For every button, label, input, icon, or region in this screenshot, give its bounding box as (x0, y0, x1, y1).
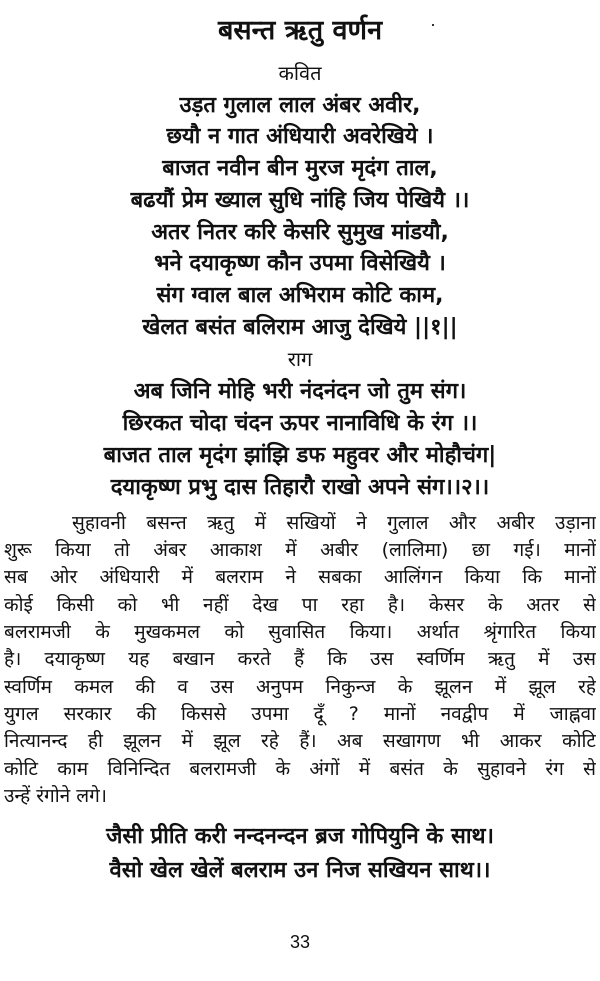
kavit-line-3: बाजत नवीन बीन मुरज मृदंग ताल, (162, 156, 438, 181)
raag-heading: राग (287, 347, 313, 371)
doha-line-1: जैसी प्रीति करी नन्दनन्दन ब्रज गोपियुनि के साथ। (106, 824, 494, 849)
raag-line-3: बाजत ताल मृदंग झांझि डफ महुवर और मोहौचंग| (103, 443, 497, 468)
kavit-line-8: खेलत बसंत बलिराम आजु देखिये ||१|| (142, 315, 458, 340)
kavit-line-6: भने दयाकृष्ण कौन उपमा विसेखियै । (154, 251, 446, 276)
prose-line-6: है। दयाकृष्ण यह बखान करते हैं कि उस स्वर्णिम ऋतु में उस (4, 648, 596, 670)
prose-line-7: स्वर्णिम कमल की व उस अनुपम निकुन्ज के झूलन में झूल रहे (4, 676, 596, 698)
raag-line-4: दयाकृष्ण प्रभु दास तिहारौ राखो अपने संग।।२।। (110, 475, 490, 500)
kavit-heading: कवित (278, 61, 322, 85)
prose-line-8: युगल सरकार की किससे उपमा दूँ ? मानों नवद्वीप में जाह्नवा (4, 703, 596, 725)
kavit-line-7: संग ग्वाल बाल अभिराम कोटि काम, (156, 283, 444, 308)
page-title: बसन्त ऋतु वर्णन (217, 15, 383, 46)
kavit-line-2: छयौ न गात अंधियारी अवरेखिये । (166, 124, 434, 149)
kavit-line-4: बढयौं प्रेम ख्याल सुधि नांहि जिय पेखियै ।। (130, 188, 470, 213)
prose-line-5: बलरामजी के मुखकमल को सुवासित किया। अर्थात श्रृंगारित किया (4, 621, 596, 643)
kavit-line-1: उड़त गुलाल लाल अंबर अवीर, (179, 93, 421, 118)
prose-line-1: सुहावनी बसन्त ऋतु में सखियों ने गुलाल और अबीर उड़ाना (72, 512, 596, 534)
kavit-line-5: अतर नितर करि केसरि सुमुख मांडयौ, (151, 220, 449, 245)
prose-line-11: उन्हें रंगोने लगे। (4, 785, 107, 807)
prose-line-9: नित्यानन्द ही झूलन में झूल रहे हैं। अब सखागण भी आकर कोटि (4, 730, 596, 752)
prose-line-2: शुरू किया तो अंबर आकाश में अबीर (लालिमा) छा गई। मानों (4, 539, 596, 561)
prose-line-3: सब ओर अंधियारी में बलराम ने सबका आलिंगन किया कि मानों (4, 566, 596, 588)
prose-line-10: कोटि काम विनिन्दित बलरामजी के अंगों में बसंत के सुहावने रंग से (4, 758, 596, 780)
raag-line-2: छिरकत चोदा चंदन ऊपर नानाविधि के रंग ।। (122, 411, 478, 436)
prose-line-4: कोई किसी को भी नहीं देख पा रहा है। केसर के अतर से (4, 594, 596, 616)
doha-line-2: वैसो खेल खेलें बलराम उन निज सखियन साथ।। (109, 858, 491, 883)
page-number: 33 (289, 932, 311, 952)
raag-line-1: अब जिनि मोहि भरी नंदनंदन जो तुम संग। (133, 379, 467, 404)
